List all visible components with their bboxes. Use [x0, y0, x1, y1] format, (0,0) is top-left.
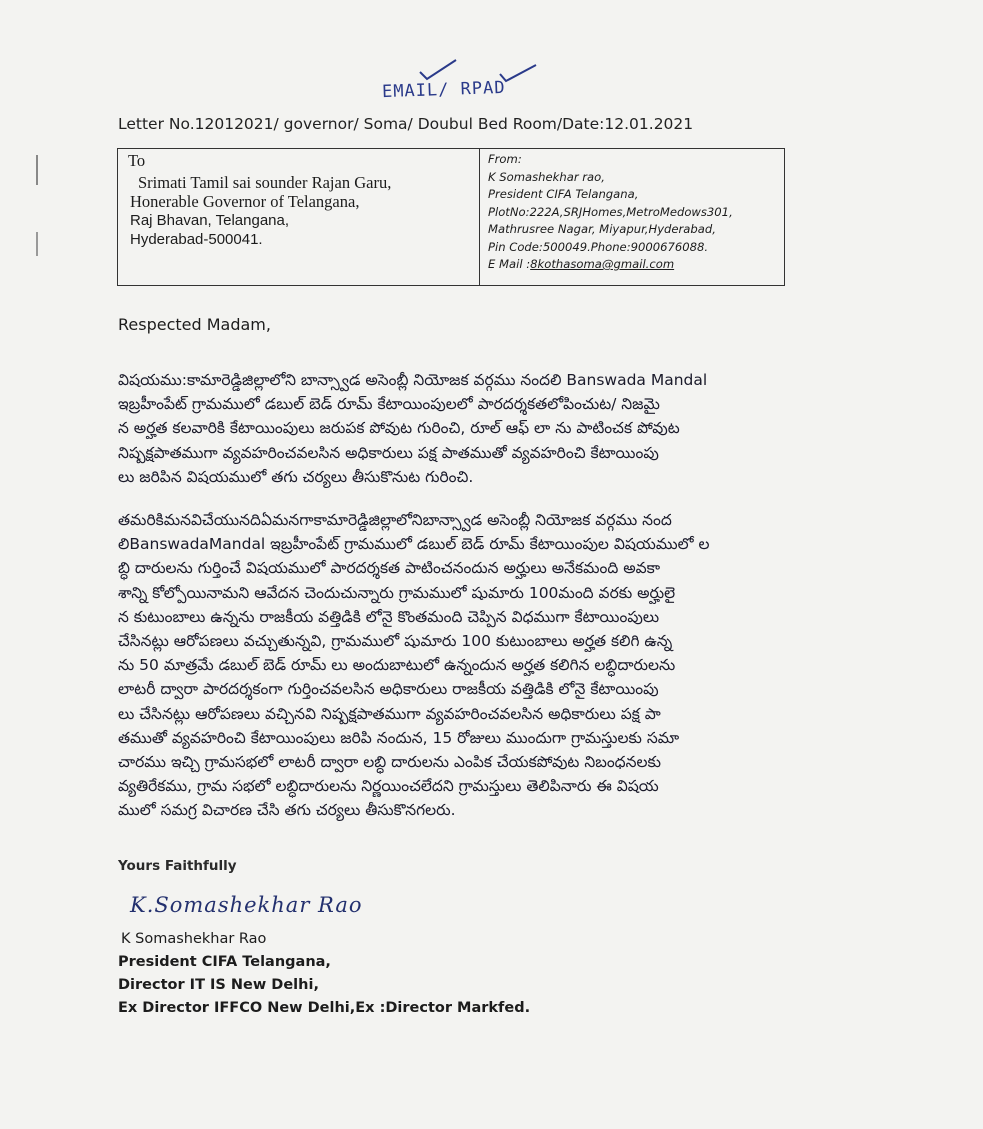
signatory-block [118, 928, 530, 1020]
subject-line: లు జరిపిన విషయములో తగు చర్యలు తీసుకొనుట గురించి. [118, 467, 474, 486]
salutation: Respected Madam, [118, 315, 271, 334]
signatory-line: Director IT IS New Delhi, [118, 977, 319, 993]
body-line: వ్యతిరేకము, గ్రామ సభలో లబ్ధిదారులను నిర్ణయించలేదని గ్రామస్తులు తెలిపినారు ఈ విషయ [118, 777, 659, 796]
body-line: చారము ఇచ్చి గ్రామసభలో లాటరీ ద్వారా లబ్ధి దారులను ఎంపిక చేయకపోవుట నిబంధనలకు [118, 753, 661, 772]
from-line: Mathrusree Nagar, Miyapur,Hyderabad, [488, 222, 716, 236]
handwritten-signature: K.Somashekhar Rao [130, 893, 363, 917]
email-link[interactable]: 8kothasoma@gmail.com [530, 257, 675, 271]
to-label: To [128, 151, 146, 170]
address-table [117, 148, 785, 286]
subject-paragraph [118, 368, 848, 489]
subject-line: న అర్హత కలవారికి కేటాయింపులు జరుపక పోవుట గురించి, రూల్ ఆఫ్ లా ను పాటించక పోవుట [118, 419, 680, 438]
to-line: Hyderabad-500041. [130, 231, 263, 248]
body-line: లు చేసినట్లు ఆరోపణలు వచ్చినవి నిష్పక్షపాతముగా వ్యవహరించవలసిన అధికారులు పక్ష పా [118, 704, 661, 723]
subject-line: ఇబ్రహీంపేట్ గ్రామములో డబుల్ బెడ్ రూమ్ కేటాయింపులలో పారదర్శకతలోపించుట/ నిజమై [118, 395, 660, 414]
email-line [488, 256, 784, 274]
signatory-line: Ex Director IFFCO New Delhi,Ex :Director Markfed. [118, 1000, 531, 1016]
letter-number: Letter No.12012021/ governor/ Soma/ Doubul Bed Room/Date:12.01.2021 [118, 115, 694, 133]
check-mark-icon [418, 58, 458, 82]
body-line: బ్ధి దారులను గుర్తించే విషయములో పారదర్శకత పాటించనందున అర్హులు అనేకమంది అవకా [118, 559, 661, 578]
from-line: PlotNo:222A,SRJHomes,MetroMedows301, [488, 204, 733, 219]
subject-line: విషయము:కామారెడ్డిజిల్లాలోని బాన్స్వాడ అసెంబ్లీ నియోజక వర్గము నందలి Banswada Mandal [118, 371, 708, 389]
email-rpad-stamp: EMAIL/ RPAD [381, 77, 506, 103]
from-line: Pin Code:500049.Phone:9000676088. [488, 239, 709, 254]
closing: Yours Faithfully [118, 858, 237, 874]
to-line: Raj Bhavan, Telangana, [130, 212, 290, 229]
margin-mark [34, 232, 40, 256]
body-line: న కుటుంబాలు ఉన్నను రాజకీయ వత్తిడికి లోనై కొంతమంది చెప్పిన విధముగా కేటాయింపులు [118, 607, 660, 626]
from-block [480, 149, 784, 285]
email-label: E Mail : [488, 257, 531, 271]
from-line: K Somashekhar rao, [488, 169, 605, 184]
margin-mark [34, 155, 40, 185]
body-line: తమరికిమనవిచేయునదిఏమనగాకామారెడ్డిజిల్లాలోనిబాన్స్వాడ అసెంబ్లీ నియోజక వర్గము నంద [118, 511, 672, 529]
to-line: Srimati Tamil sai sounder Rajan Garu, [138, 173, 392, 192]
signatory-line: President CIFA Telangana, [118, 954, 331, 970]
body-line: చేసినట్లు ఆరోపణలు వచ్చుతున్నవి, గ్రామములో షుమారు 100 కుటుంబాలు అర్హత కలిగి ఉన్న [118, 632, 673, 651]
from-label: From: [488, 152, 522, 166]
body-paragraph [118, 508, 848, 823]
body-line: ను 50 మాత్రమే డబుల్ బెడ్ రూమ్ లు అందుబాటులో ఉన్నందున అర్హత కలిగిన లబ్ధిదారులను [118, 656, 676, 675]
body-line: తముతో వ్యవహరించి కేటాయింపులు జరిపి నందున, 15 రోజులు ముందుగా గ్రామస్తులకు సమా [118, 728, 680, 747]
signatory-line: K Somashekhar Rao [121, 931, 267, 947]
body-line: లాటరీ ద్వారా పారదర్శకంగా గుర్తించవలసిన అధికారులు రాజకీయ వత్తిడికి లోనై కేటాయింపు [118, 680, 659, 699]
to-block [118, 149, 480, 285]
check-mark-icon [498, 62, 538, 84]
body-line: ములో సమగ్ర విచారణ చేసి తగు చర్యలు తీసుకొనగలరు. [118, 801, 456, 820]
subject-line: నిష్పక్షపాతముగా వ్యవహరించవలసిన అధికారులు పక్ష పాతముతో వ్యవహరించి కేటాయింపు [118, 443, 659, 462]
to-line: Honerable Governor of Telangana, [130, 192, 360, 211]
body-line: శాన్ని కోల్పోయినామని ఆవేదన చెందుచున్నారు గ్రామములో షుమారు 100మంది వరకు అర్హులై [118, 583, 676, 602]
from-line: President CIFA Telangana, [488, 187, 639, 201]
body-line: లిBanswadaMandal ఇబ్రహీంపేట్ గ్రామములో డబుల్ బెడ్ రూమ్ కేటాయింపుల విషయములో ల [118, 535, 710, 554]
